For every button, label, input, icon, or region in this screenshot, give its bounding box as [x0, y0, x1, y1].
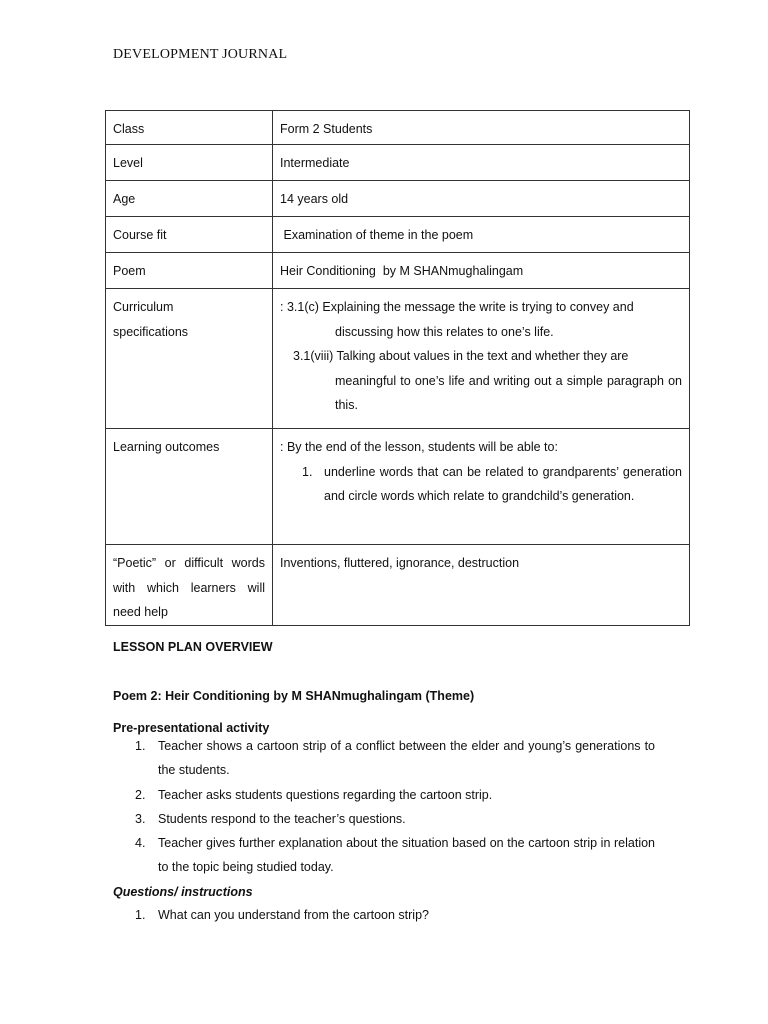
- lesson-info-table: [105, 110, 690, 626]
- learning-outcomes-intro: : By the end of the lesson, students will be able to:: [280, 440, 558, 454]
- curriculum-item-1-first: : 3.1(c) Explaining the message the write is trying to convey and: [280, 300, 634, 314]
- list-item: [113, 903, 655, 927]
- row-label: “Poetic” or difficult words with which learners will need help: [106, 545, 273, 626]
- curriculum-item-2: [280, 344, 682, 418]
- document-title: DEVELOPMENT JOURNAL: [113, 47, 288, 62]
- row-label: Learning outcomes: [106, 429, 273, 545]
- row-value: 14 years old: [273, 181, 690, 217]
- table-row-class: [106, 111, 690, 145]
- curriculum-item-2-first: 3.1(viii) Talking about values in the text and whether they are: [293, 349, 629, 363]
- row-value: [273, 289, 690, 429]
- row-label: Level: [106, 145, 273, 181]
- list-item-text: Teacher asks students questions regarding the cartoon strip.: [158, 787, 493, 802]
- table-row-learning-outcomes: [106, 429, 690, 545]
- list-item: [302, 460, 682, 509]
- table-row-age: [106, 181, 690, 217]
- table-row-level: [106, 145, 690, 181]
- list-item-text: underline words that can be related to grandparents’ generation and circle words which relate to grandchild’s generation.: [324, 464, 682, 503]
- poem-heading: Poem 2: Heir Conditioning by M SHANmughalingam (Theme): [113, 689, 475, 703]
- pre-presentational-steps: [113, 734, 655, 880]
- list-item: [113, 831, 655, 880]
- curriculum-item-2-cont: meaningful to one’s life and writing out a simple paragraph on this.: [335, 373, 682, 412]
- learning-outcomes-list: [280, 460, 682, 509]
- list-item: [113, 783, 655, 807]
- questions-list: [113, 903, 655, 927]
- row-value: Inventions, fluttered, ignorance, destruction: [273, 545, 690, 626]
- row-value: [273, 217, 690, 253]
- curriculum-label-line2: specifications: [113, 324, 189, 339]
- row-value: Intermediate: [273, 145, 690, 181]
- table-row-poem: [106, 253, 690, 289]
- list-item: [113, 807, 655, 831]
- row-value: [273, 429, 690, 545]
- table-row-course-fit: [106, 217, 690, 253]
- list-item-number: 2.: [135, 787, 146, 802]
- list-item-number: 1.: [135, 739, 146, 753]
- row-label: [106, 289, 273, 429]
- list-item-text: Teacher gives further explanation about the situation based on the cartoon strip in relation to the topic being studied today.: [158, 836, 655, 875]
- row-value: Heir Conditioning by M SHANmughalingam: [273, 253, 690, 289]
- row-label: Poem: [106, 253, 273, 289]
- list-item-number: 1.: [302, 464, 313, 479]
- lesson-plan-overview-heading: LESSON PLAN OVERVIEW: [113, 640, 273, 654]
- list-item-number: 3.: [135, 811, 146, 826]
- list-item-text: Teacher shows a cartoon strip of a conflict between the elder and young’s generations to the students.: [158, 739, 655, 778]
- course-fit-value: Examination of theme in the poem: [283, 228, 474, 242]
- list-item-text: Students respond to the teacher’s questions.: [158, 811, 406, 826]
- curriculum-label-line1: Curriculum: [113, 300, 174, 314]
- table-row-curriculum: [106, 289, 690, 429]
- row-label: Course fit: [106, 217, 273, 253]
- list-item-number: 4.: [135, 836, 146, 851]
- row-label: Age: [106, 181, 273, 217]
- table-row-difficult-words: [106, 545, 690, 626]
- list-item: [113, 734, 655, 783]
- row-value: Form 2 Students: [273, 111, 690, 145]
- list-item-number: 1.: [135, 908, 146, 922]
- pre-presentational-heading: Pre-presentational activity: [113, 721, 270, 735]
- curriculum-item-1-cont: discussing how this relates to one’s life.: [335, 324, 554, 339]
- list-item-text: What can you understand from the cartoon strip?: [158, 908, 429, 922]
- questions-heading: Questions/ instructions: [113, 885, 253, 899]
- curriculum-item-1: [280, 295, 682, 344]
- row-label: Class: [106, 111, 273, 145]
